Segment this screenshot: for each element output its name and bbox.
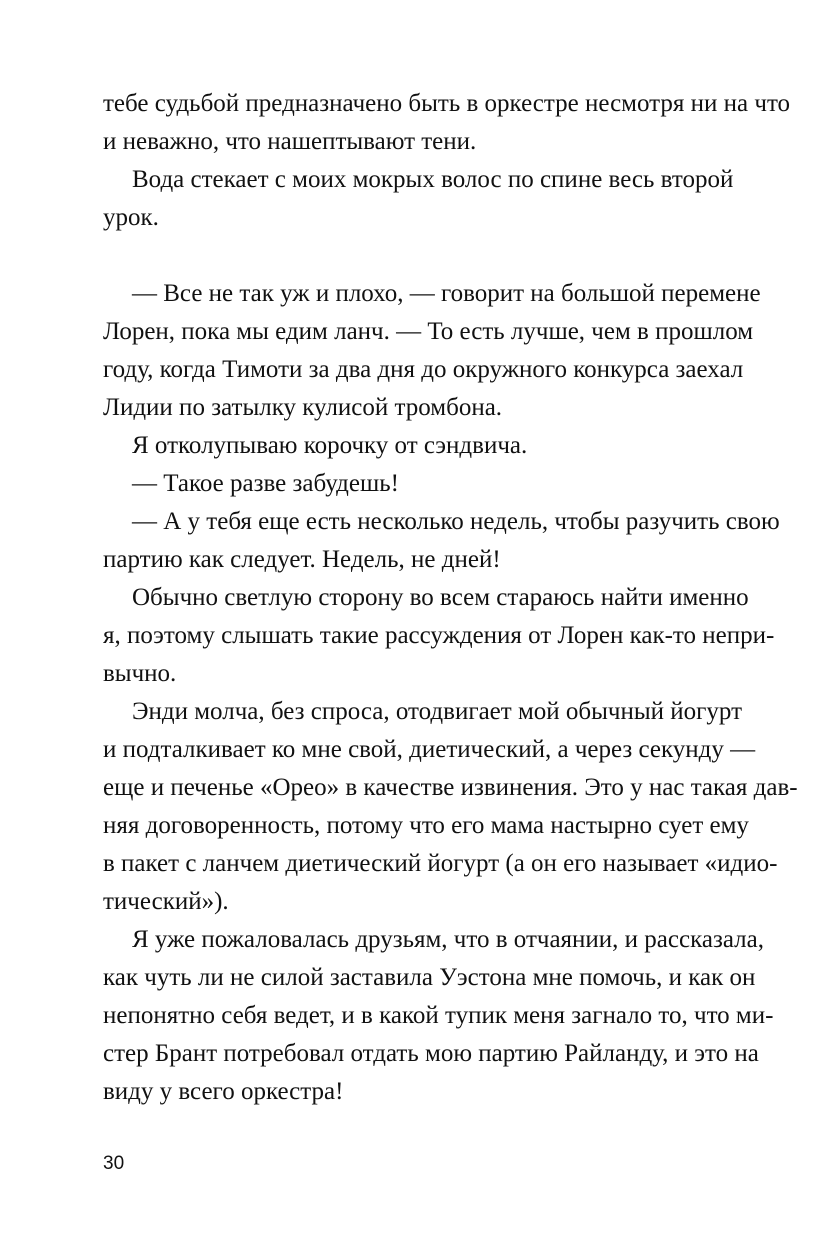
text-line: урок. [103, 204, 159, 231]
text-line: — Все не так уж и плохо, — говорит на большой перемене [132, 280, 761, 307]
page-number: 30 [103, 1153, 125, 1174]
text-line: Я отколупываю корочку от сэндвича. [132, 432, 528, 459]
text-line: еще и печенье «Орео» в качестве извинения. Это у нас такая дав- [103, 774, 798, 801]
text-line: году, когда Тимоти за два дня до окружного конкурса заехал [103, 356, 744, 383]
text-line: как чуть ли не силой заставила Уэстона мне помочь, и как он [103, 964, 756, 991]
text-line: няя договоренность, потому что его мама настырно сует ему [103, 812, 749, 839]
text-line: партию как следует. Недель, не дней! [103, 546, 501, 573]
text-line: — Такое разве забудешь! [132, 470, 399, 497]
text-line: вычно. [103, 660, 177, 687]
text-line: Энди молча, без спроса, отодвигает мой обычный йогурт [132, 698, 743, 725]
text-line: Лидии по затылку кулисой тромбона. [103, 394, 503, 421]
text-line: и подталкивает ко мне свой, диетический, а через секунду — [103, 736, 756, 763]
text-line: Лорен, пока мы едим ланч. — То есть лучше, чем в прошлом [103, 318, 754, 345]
text-line: — А у тебя еще есть несколько недель, чтобы разучить свою [132, 508, 780, 535]
text-line: Я уже пожаловалась друзьям, что в отчаянии, и рассказала, [132, 926, 764, 953]
text-line: виду у всего оркестра! [103, 1078, 344, 1105]
text-line: в пакет с ланчем диетический йогурт (а он его называет «идио- [103, 850, 778, 877]
text-line: я, поэтому слышать такие рассуждения от Лорен как-то непри- [103, 622, 775, 649]
text-line: Вода стекает с моих мокрых волос по спине весь второй [132, 166, 734, 193]
text-line: стер Брант потребовал отдать мою партию Райланду, и это на [103, 1040, 759, 1067]
text-line: тебе судьбой предназначено быть в оркестре несмотря ни на что [103, 90, 791, 117]
text-line: тический»). [103, 888, 229, 915]
text-line: и неважно, что нашептывают тени. [103, 128, 477, 155]
text-line: Обычно светлую сторону во всем стараюсь найти именно [132, 584, 749, 611]
text-line: непонятно себя ведет, и в какой тупик меня загнало то, что ми- [103, 1002, 774, 1029]
